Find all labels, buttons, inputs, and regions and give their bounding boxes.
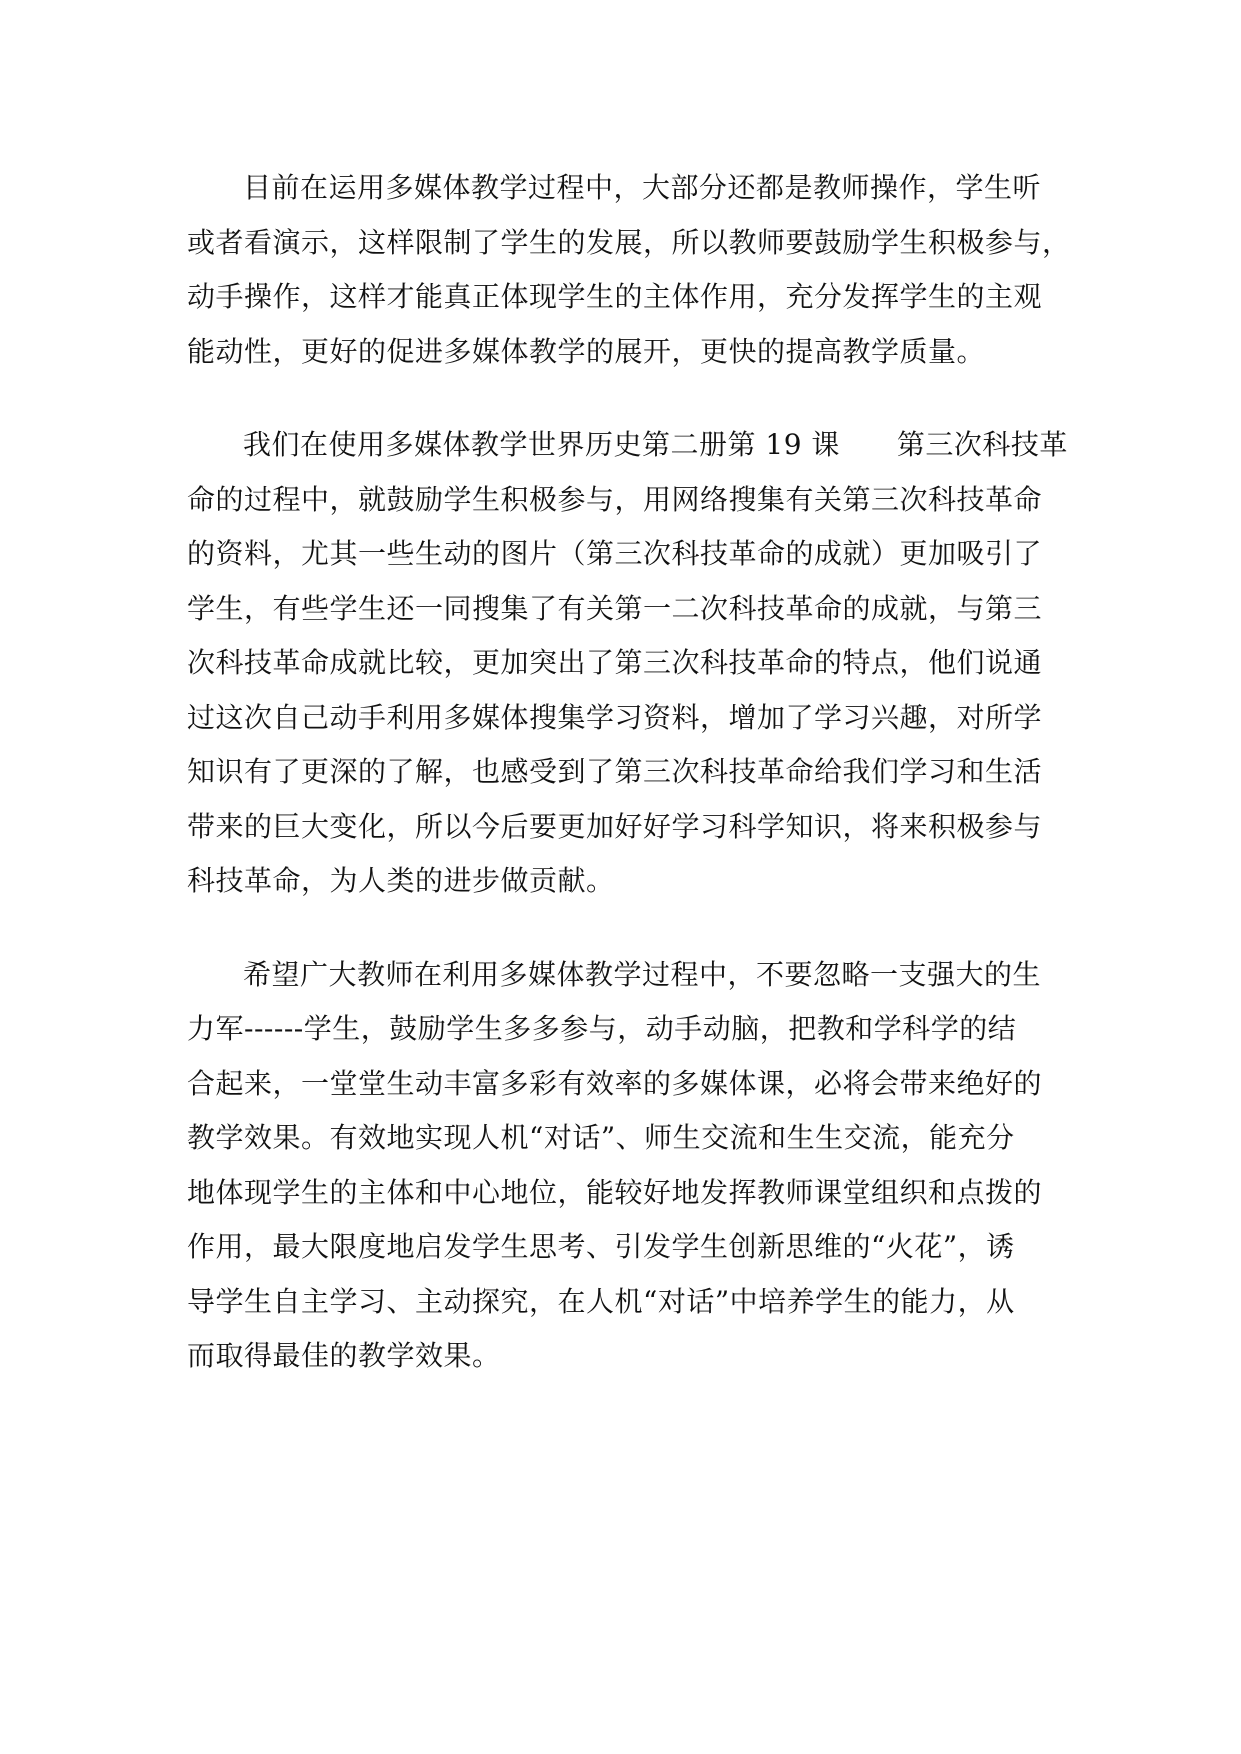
paragraph-spacer [187,379,1059,418]
text-line: 带来的巨大变化，所以今后要更加好好学习科学知识，将来积极参与 [187,809,1043,843]
text-line: 合起来，一堂堂生动丰富多彩有效率的多媒体课，必将会带来绝好的 [187,1066,1043,1100]
text-line: 命的过程中，就鼓励学生积极参与，用网络搜集有关第三次科技革命 [187,482,1043,516]
paragraph-3 [187,948,1059,1384]
text-line: 能动性，更好的促进多媒体教学的展开，更快的提高教学质量。 [187,334,986,368]
paragraph-spacer [187,909,1059,948]
text-line: 希望广大教师在利用多媒体教学过程中，不要忽略一支强大的生 [243,957,1042,991]
text-line: 教学效果。有效地实现人机“对话”、师生交流和生生交流，能充分 [187,1121,1015,1154]
text-line: 动手操作，这样才能真正体现学生的主体作用，充分发挥学生的主观 [187,280,1043,313]
text-line: 过这次自己动手利用多媒体搜集学习资料，增加了学习兴趣，对所学 [187,700,1043,734]
text-line: 我们在使用多媒体教学世界历史第二册第 19 课 第三次科技革 [243,428,1068,461]
text-line: 导学生自主学习、主动探究，在人机“对话”中培养学生的能力，从 [187,1284,1015,1318]
paragraph-1 [187,161,1071,379]
text-line: 知识有了更深的了解，也感受到了第三次科技革命给我们学习和生活 [187,755,1043,788]
text-line: 地体现学生的主体和中心地位，能较好地发挥教师课堂组织和点拨的 [187,1175,1043,1209]
text-line: 力军------学生，鼓励学生多多参与，动手动脑，把教和学科学的结 [187,1012,1017,1045]
text-line: 目前在运用多媒体教学过程中，大部分还都是教师操作，学生听 [243,171,1042,204]
paragraph-2 [187,418,1068,909]
document-body [187,161,1071,1384]
text-line: 学生，有些学生还一同搜集了有关第一二次科技革命的成就，与第三 [187,591,1043,625]
text-line: 而取得最佳的教学效果。 [187,1339,501,1372]
text-line: 或者看演示，这样限制了学生的发展，所以教师要鼓励学生积极参与， [187,225,1071,259]
text-line: 次科技革命成就比较，更加突出了第三次科技革命的特点，他们说通 [187,646,1043,679]
text-line: 科技革命，为人类的进步做贡献。 [187,864,615,897]
text-line: 作用，最大限度地启发学生思考、引发学生创新思维的“火花”，诱 [187,1230,1015,1263]
text-line: 的资料，尤其一些生动的图片（第三次科技革命的成就）更加吸引了 [187,537,1043,570]
